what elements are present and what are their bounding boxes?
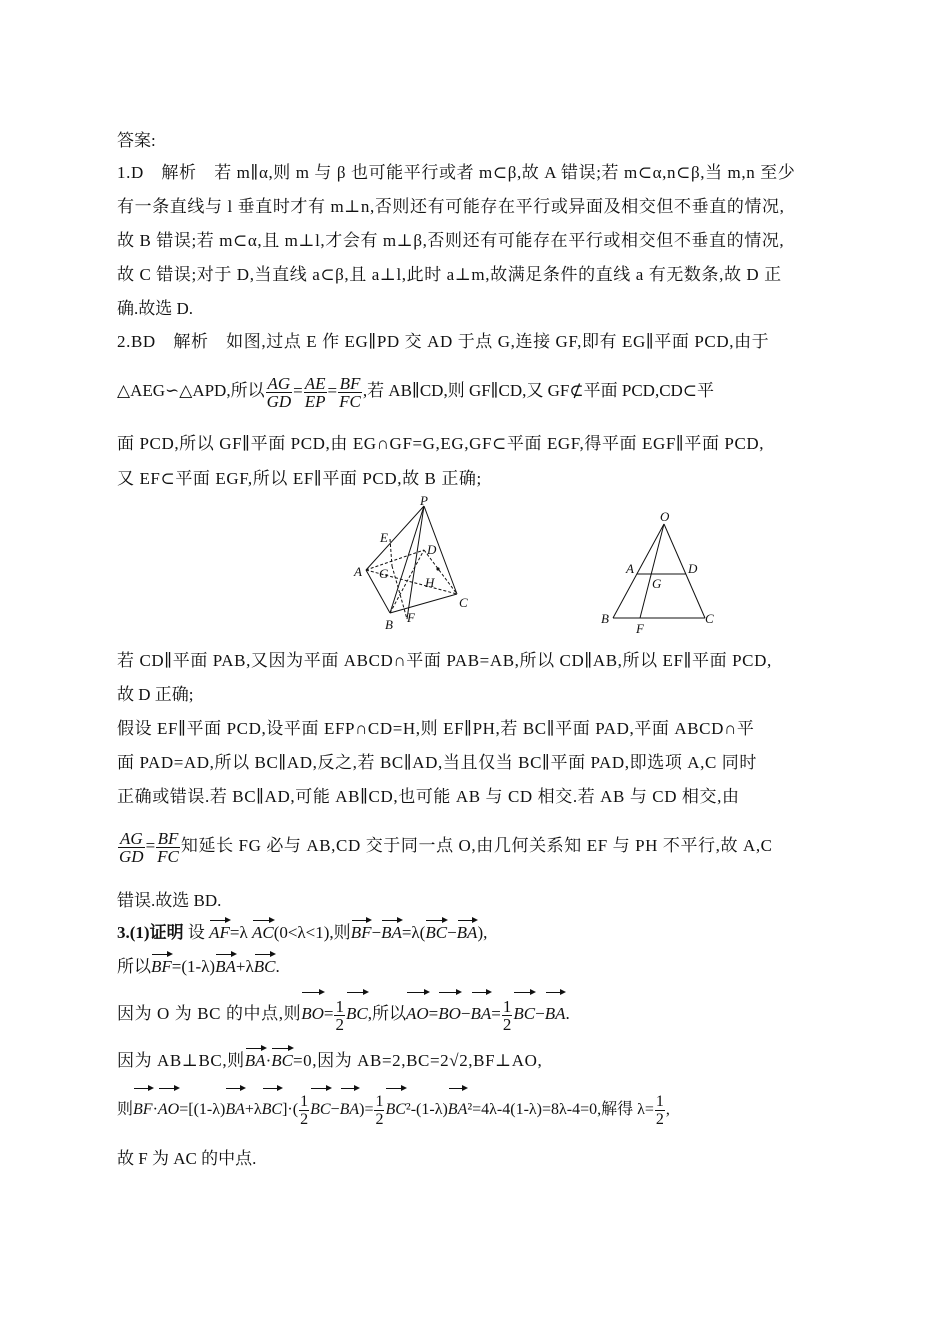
vector-bf: BF [133, 1090, 153, 1130]
text: =0,因为 AB=2,BC=2√2,BF⊥AO, [292, 1051, 543, 1070]
q2-line-11: 错误.故选 BD. [117, 891, 222, 910]
vector-ao: AO [158, 1090, 179, 1130]
vector-bc: BC [346, 994, 368, 1034]
q1-line-5: 确.故选 D. [117, 299, 194, 318]
q2-line-1: 2.BD 解析 如图,过点 E 作 EG∥PD 交 AD 于点 G,连接 GF,即有 EG∥平面 PCD,由于 [117, 332, 770, 351]
denominator: 2 [300, 1110, 309, 1128]
fraction-one-half [655, 1093, 665, 1128]
text: ]·( [282, 1101, 299, 1118]
q1-line-2: 有一条直线与 l 垂直时才有 m⊥n,否则还有可能存在平行或异面及相交但不垂直的情况, [117, 197, 785, 216]
label-g: G [379, 566, 389, 581]
label-b: B [385, 617, 393, 632]
text: +λ [244, 1101, 262, 1118]
q2-line-6: 故 D 正确; [117, 685, 194, 704]
numerator: BF [339, 373, 361, 393]
fraction-ae-ep [304, 375, 327, 410]
denominator: 2 [375, 1110, 384, 1128]
vector-bf: BF [151, 957, 172, 976]
denominator: GD [119, 846, 144, 866]
text: 则 [117, 1101, 134, 1118]
text: (0<λ<1),则 [273, 923, 351, 942]
vector-ba: BA [381, 923, 402, 942]
numerator: AG [267, 373, 291, 393]
text: − [447, 923, 457, 942]
label-c: C [705, 611, 714, 626]
denominator: 2 [655, 1110, 664, 1128]
text: = [323, 1004, 334, 1023]
denominator: 2 [335, 1014, 344, 1034]
text: ,所以 [367, 1004, 406, 1023]
denominator: GD [266, 391, 292, 411]
vector-ba: BA [215, 957, 236, 976]
triangle-figure [601, 509, 714, 636]
text: − [460, 1004, 471, 1023]
vector-bc: BC [310, 1090, 330, 1130]
fraction-bf-fc [338, 375, 362, 410]
q3-line-5 [117, 1090, 670, 1130]
denominator: FC [157, 846, 179, 866]
label-f: F [636, 621, 644, 636]
text: 因为 AB⊥BC,则 [117, 1051, 245, 1070]
numerator: BF [157, 828, 179, 848]
vector-bc: BC [253, 957, 276, 976]
vector-ao: AO [406, 994, 429, 1034]
dot: · [265, 1051, 272, 1070]
text: ²-(1-λ) [405, 1101, 448, 1118]
label-d: D [688, 561, 698, 576]
q2-line-2a: △AEG∽△APD,所以 [117, 381, 265, 400]
q1-line-1: 1.D 解析 若 m∥α,则 m 与 β 也可能平行或者 m⊂β,故 A 错误;若 m⊂α,n⊂β,当 m,n 至少 [117, 163, 796, 182]
label-d: D [427, 542, 437, 557]
label-o: O [660, 509, 670, 524]
label-a: A [354, 564, 362, 579]
vector-ba: BA [448, 1090, 468, 1130]
text: ²=4λ-4(1-λ)=8λ-4=0,解得 λ= [467, 1101, 654, 1118]
q2-line-9: 正确或错误.若 BC∥AD,可能 AB∥CD,也可能 AB 与 CD 相交.若 AB 与 CD 相交,由 [117, 787, 740, 806]
vector-bo: BO [301, 994, 324, 1034]
numerator: AE [304, 373, 326, 393]
fraction-ag-gd [118, 830, 145, 865]
vector-ba: BA [225, 1090, 245, 1130]
vector-ac: AC [251, 923, 274, 942]
text: − [330, 1101, 340, 1118]
label-e: E [380, 530, 388, 545]
text: =λ( [401, 923, 426, 942]
q3-line-6: 故 F 为 AC 的中点. [117, 1149, 257, 1168]
q3-line-3 [117, 994, 570, 1034]
equals: = [293, 381, 303, 400]
text: 所以 [117, 957, 151, 976]
label-h: H [425, 575, 435, 590]
label-f: F [407, 610, 415, 625]
text: = [428, 1004, 439, 1023]
numerator: 1 [375, 1092, 384, 1110]
vector-bc: BC [385, 1090, 405, 1130]
text: . [565, 1004, 570, 1023]
text: = [491, 1004, 501, 1023]
q2-line-2b: ,若 AB∥CD,则 GF∥CD,又 GF⊄平面 PCD,CD⊂平 [362, 381, 715, 400]
vector-ba: BA [456, 923, 478, 942]
label-c: C [459, 595, 468, 610]
fraction-one-half [299, 1093, 309, 1128]
vector-bc: BC [513, 994, 535, 1034]
q3-line-1 [117, 922, 487, 944]
fraction-one-half [334, 998, 345, 1033]
q2-line-10-text: 知延长 FG 必与 AB,CD 交于同一点 O,由几何关系知 EF 与 PH 不平行,故 A,C [180, 836, 773, 855]
vector-bf: BF [350, 923, 372, 942]
fraction-ag-gd [266, 375, 293, 410]
label-p: P [420, 496, 428, 508]
denominator: EP [304, 391, 326, 411]
vector-af: AF [209, 923, 230, 942]
text: =λ [229, 923, 248, 942]
dot: · [152, 1101, 158, 1118]
text: =(1-λ) [171, 957, 216, 976]
fraction-bf-fc [156, 830, 180, 865]
label-b: B [601, 611, 609, 626]
q2-line-8: 面 PAD=AD,所以 BC∥AD,反之,若 BC∥AD,当且仅当 BC∥平面 PAD,即选项 A,C 同时 [117, 753, 757, 772]
equals: = [145, 836, 156, 855]
numerator: 1 [335, 996, 344, 1016]
q2-line-5: 若 CD∥平面 PAB,又因为平面 ABCD∩平面 PAB=AB,所以 CD∥AB,所以 EF∥平面 PCD, [117, 651, 772, 670]
q1-line-3: 故 B 错误;若 m⊂α,且 m⊥l,才会有 m⊥β,否则还有可能存在平行或相交但不垂直的情况, [117, 231, 785, 250]
answer-heading: 答案: [117, 131, 156, 150]
fraction-one-half [502, 998, 513, 1033]
label-a: A [626, 561, 634, 576]
q2-line-4: 又 EF⊂平面 EGF,所以 EF∥平面 PCD,故 B 正确; [117, 469, 482, 488]
text: =[(1-λ) [179, 1101, 226, 1118]
numerator: 1 [300, 1092, 309, 1110]
q3-number: 3.(1)证明 [117, 923, 184, 942]
vector-bc: BC [425, 923, 448, 942]
fraction-one-half [374, 1093, 384, 1128]
vector-ba: BA [340, 1090, 360, 1130]
q2-line-3: 面 PCD,所以 GF∥平面 PCD,由 EG∩GF=G,EG,GF⊂平面 EGF,得平面 EGF∥平面 PCD, [117, 434, 765, 453]
text: ), [477, 923, 488, 942]
geometry-figures [347, 496, 747, 636]
numerator: 1 [655, 1092, 664, 1110]
equals: = [327, 381, 338, 400]
text: +λ [235, 957, 254, 976]
denominator: FC [339, 391, 361, 411]
text: − [371, 923, 382, 942]
pyramid-figure [353, 496, 468, 632]
text: − [535, 1004, 545, 1023]
text: . [275, 957, 280, 976]
label-g: G [652, 576, 662, 591]
text: 设 [187, 923, 205, 942]
vector-ba: BA [471, 994, 492, 1034]
q2-line-10 [117, 826, 773, 866]
vector-bc: BC [271, 1051, 293, 1070]
q3-line-2 [117, 956, 280, 978]
text: )= [359, 1101, 374, 1118]
numerator: 1 [502, 996, 512, 1016]
vector-bo: BO [438, 994, 461, 1034]
denominator: 2 [502, 1014, 512, 1034]
vector-bc: BC [262, 1090, 282, 1130]
q2-line-7: 假设 EF∥平面 PCD,设平面 EFP∩CD=H,则 EF∥PH,若 BC∥平面 PAD,平面 ABCD∩平 [117, 719, 755, 738]
numerator: AG [119, 828, 143, 848]
q2-line-2 [117, 371, 714, 411]
text: 因为 O 为 BC 的中点,则 [117, 1004, 302, 1023]
vector-ba: BA [545, 994, 566, 1034]
q3-line-4 [117, 1050, 542, 1072]
text: , [665, 1101, 670, 1118]
q1-line-4: 故 C 错误;对于 D,当直线 a⊂β,且 a⊥l,此时 a⊥m,故满足条件的直线 a 有无数条,故 D 正 [117, 265, 782, 284]
vector-ba: BA [244, 1051, 266, 1070]
